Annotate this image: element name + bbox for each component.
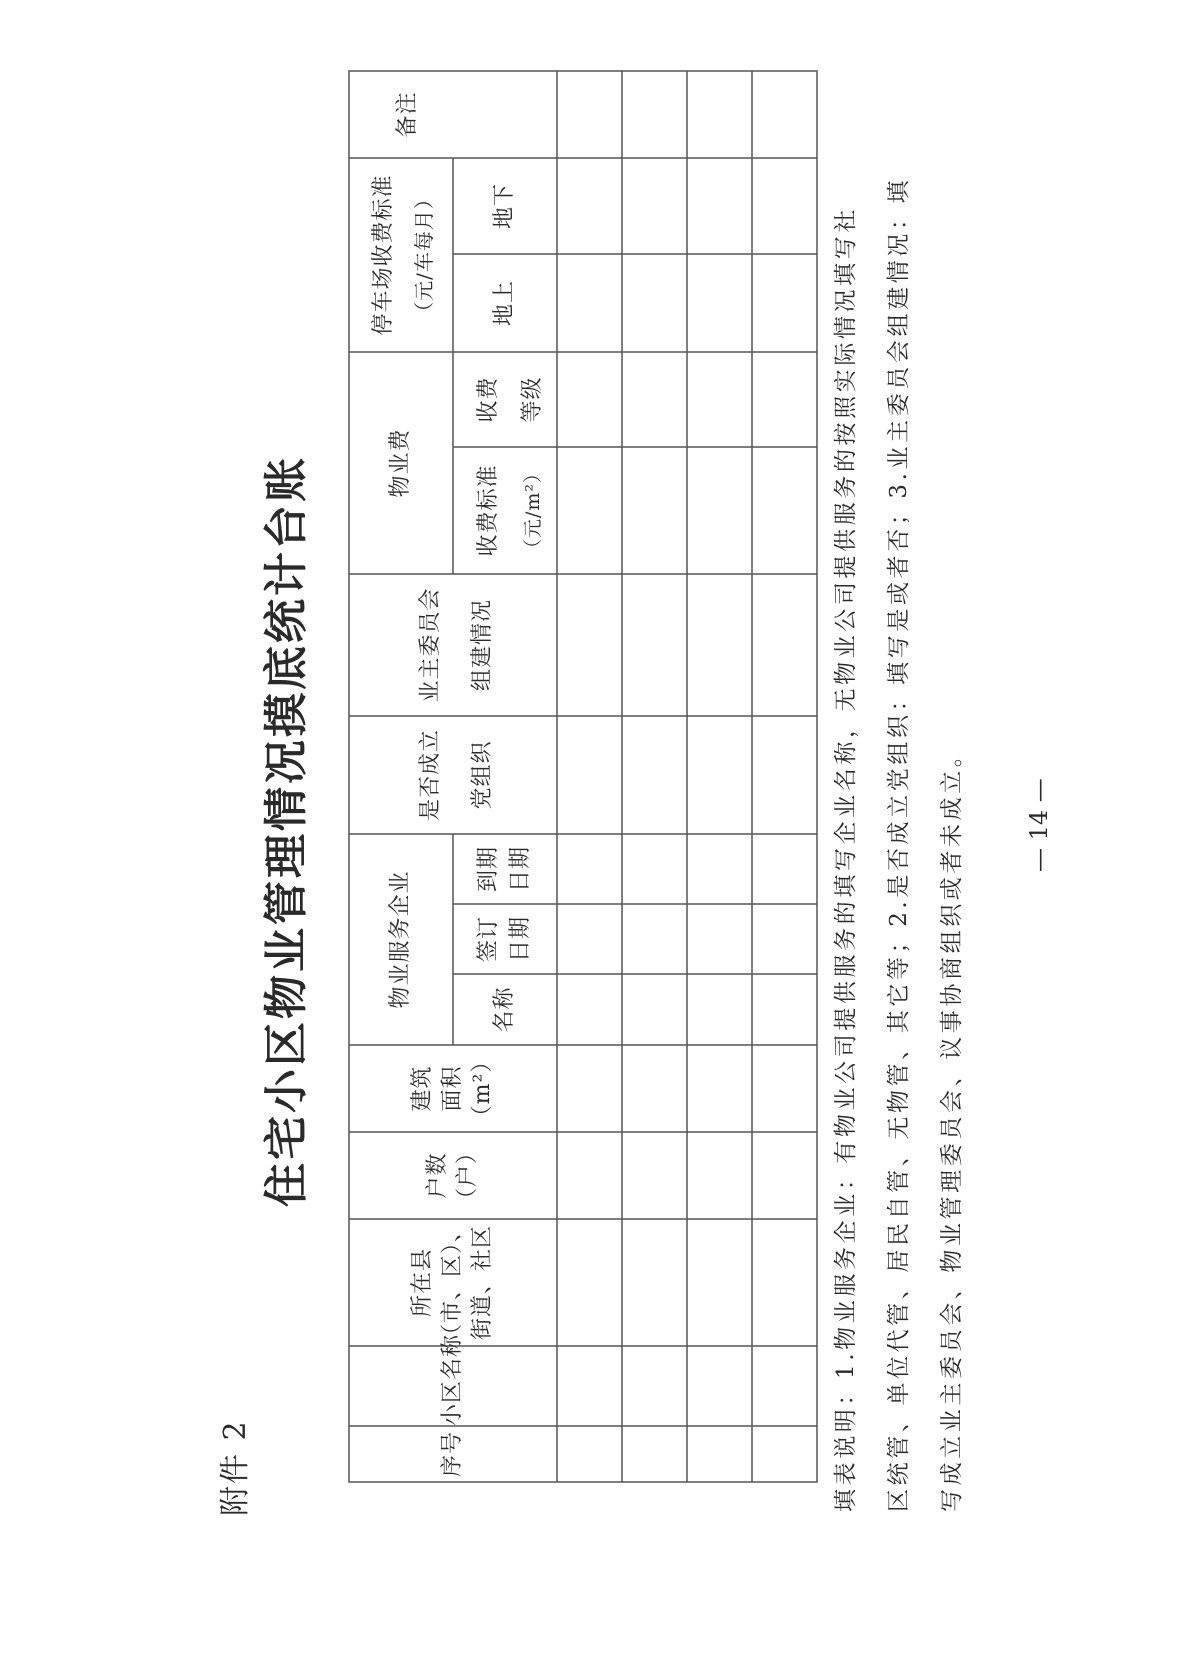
header-property-fee: 物业费 — [388, 428, 413, 498]
header-party-org-2: 党组织 — [470, 740, 495, 810]
header-seq-no: 序号 — [440, 1431, 465, 1478]
header-community-name: 小区名称 — [440, 1333, 465, 1426]
header-parking-below: 地下 — [492, 183, 517, 230]
header-parking-above: 地上 — [492, 280, 517, 327]
header-sign-date-2: 日期 — [508, 916, 533, 963]
header-expire-date-1: 到期 — [476, 846, 501, 893]
header-area-3: （m²） — [470, 1049, 495, 1128]
header-location-1: 所在县 — [410, 1248, 435, 1318]
header-party-org-1: 是否成立 — [418, 729, 443, 822]
header-parking-fee-2: （元/车每月） — [412, 188, 436, 322]
header-location-3: 街道、社区 — [470, 1225, 495, 1341]
header-fee-standard-1: 收费标准 — [476, 464, 501, 557]
header-area-1: 建筑 — [410, 1065, 435, 1112]
note-line-2: 区统管、单位代管、居民自管、无物管、其它等；2.是否成立党组织：填写是或者否；3.业主委员会组建情况：填 — [886, 176, 912, 1512]
header-owners-committee-2: 组建情况 — [470, 599, 495, 692]
header-fee-grade-1: 收费 — [476, 376, 501, 423]
header-location-2: （市、区）、 — [440, 1218, 465, 1346]
header-households-2: （户） — [455, 1141, 480, 1211]
note-line-3: 写成立业主委员会、物业管理委员会、议事协商组织或者未成立。 — [939, 740, 965, 1512]
header-property-company: 物业服务企业 — [388, 870, 413, 1009]
header-fee-standard-2: （元/m²） — [522, 462, 544, 559]
attachment-label: 附件 2 — [218, 1419, 253, 1516]
header-sign-date-1: 签订 — [476, 916, 501, 963]
note-line-1: 填表说明：1.物业服务企业：有物业公司提供服务的填写企业名称，无物业公司提供服务的按照实际情况填写社 — [833, 206, 859, 1512]
page-number: — 14 — — [1025, 778, 1053, 872]
header-company-name: 名称 — [492, 986, 517, 1033]
page-title: 住宅小区物业管理情况摸底统计台账 — [261, 455, 312, 1207]
header-area-2: 面积 — [440, 1065, 465, 1112]
header-households-1: 户数 — [425, 1152, 450, 1199]
header-expire-date-2: 日期 — [508, 846, 533, 893]
header-parking-fee-1: 停车场收费标准 — [371, 174, 396, 336]
header-remarks: 备注 — [395, 91, 420, 138]
header-owners-committee-1: 业主委员会 — [418, 587, 443, 703]
header-fee-grade-2: 等级 — [520, 376, 545, 423]
